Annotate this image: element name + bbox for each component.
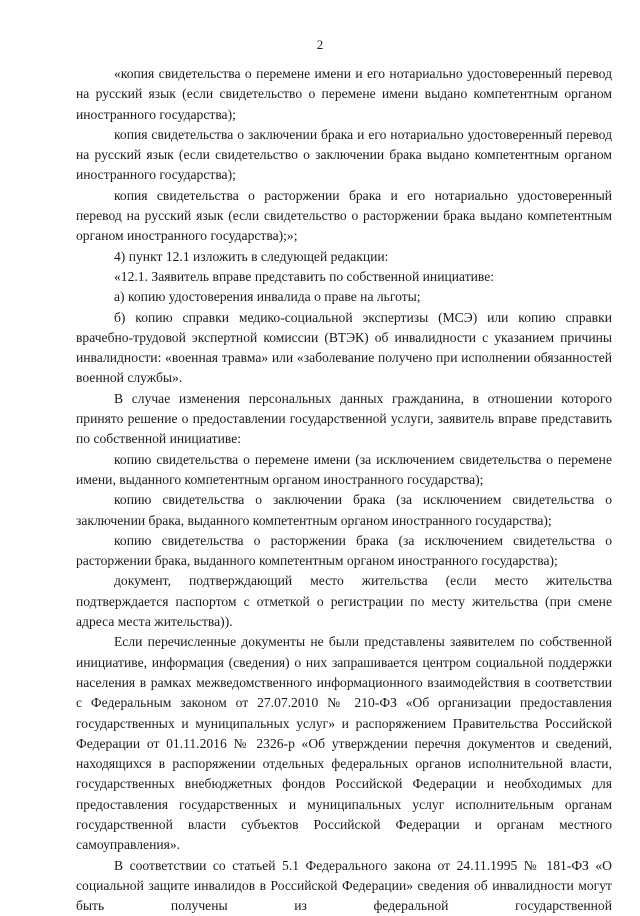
paragraph-clause-12-1: «12.1. Заявитель вправе представить по собственной инициативе: — [114, 268, 495, 284]
paragraph-marriage-certificate: копия свидетельства о заключении брака и его нотариально удостоверенный перевод на русский язык (если свидетельство о заключении брака выдано компетентным органом иностранного государства); — [76, 126, 612, 183]
paragraph-name-change-certificate: «копия свидетельства о перемене имени и его нотариально удостоверенный перевод на русский язык (если свидетельство о перемене имени выдано компетентным органом иностранного государства); — [76, 66, 612, 122]
paragraph-subitem-b: б) копию справки медико-социальной экспертизы (МСЭ) или копию справки врачебно-трудовой экспертной комиссии (ВТЭК) об инвалидности с указанием причины инвалидности: «военная травма» или «заболевание получено при исполнении обязанностей военной службы». — [76, 309, 612, 386]
paragraph-interagency-request: Если перечисленные документы не были представлены заявителем по собственной инициативе, информация (сведения) о них запрашивается центром социальной поддержки населения в рамках межведомственного информационного взаимодействия в соответствии с Федеральным законом от 27.07.2010 № 210-ФЗ «Об организации предоставления государственных и муниципальных услуг» и распоряжением Правительства Российской Федерации от 01.11.2016 № 2326-р «Об утверждении перечня документов и сведений, находящихся в распоряжении отдельных федеральных органов исполнительной власти, государственных внебюджетных фондов Российской Федерации и необходимых для предоставления государственных и муниципальных услуг исполнительным органам государственной власти субъектов Российской Федерации и органам местного самоуправления». — [76, 634, 612, 853]
paragraph-subitem-a: а) копию удостоверения инвалида о праве на льготы; — [114, 289, 421, 305]
paragraph-personal-data-change: В случае изменения персональных данных гражданина, в отношении которого принято решение о предоставлении государственной услуги, заявитель вправе представить по собственной инициативе: — [76, 390, 612, 447]
paragraph-copy-marriage: копию свидетельства о заключении брака (за исключением свидетельства о заключении брака, выданного компетентным органом иностранного государства); — [76, 492, 612, 528]
paragraph-residence-document: документ, подтверждающий место жительства (если место жительства подтверждается паспортом с отметкой о регистрации по месту жительства (при смене адреса места жительства)). — [76, 573, 612, 630]
paragraph-federal-law-181: В соответствии со статьей 5.1 Федерального закона от 24.11.1995 № 181-ФЗ «О социальной защите инвалидов в Российской Федерации» сведения об инвалидности могут быть получены из федеральной государственной — [76, 857, 612, 914]
paragraph-item-4: 4) пункт 12.1 изложить в следующей редакции: — [114, 248, 389, 264]
paragraph-copy-name-change: копию свидетельства о перемене имени (за исключением свидетельства о перемене имени, выданного компетентным органом иностранного государства); — [76, 451, 612, 487]
page-number: 2 — [316, 37, 324, 52]
paragraph-divorce-certificate: копия свидетельства о расторжении брака и его нотариально удостоверенный перевод на русский язык (если свидетельство о расторжении брака выдано компетентным органом иностранного государства);»; — [76, 187, 612, 244]
paragraph-copy-divorce: копию свидетельства о расторжении брака (за исключением свидетельства о расторжении брака, выданного компетентным органом иностранного государства); — [76, 532, 612, 569]
document-body — [76, 64, 612, 916]
